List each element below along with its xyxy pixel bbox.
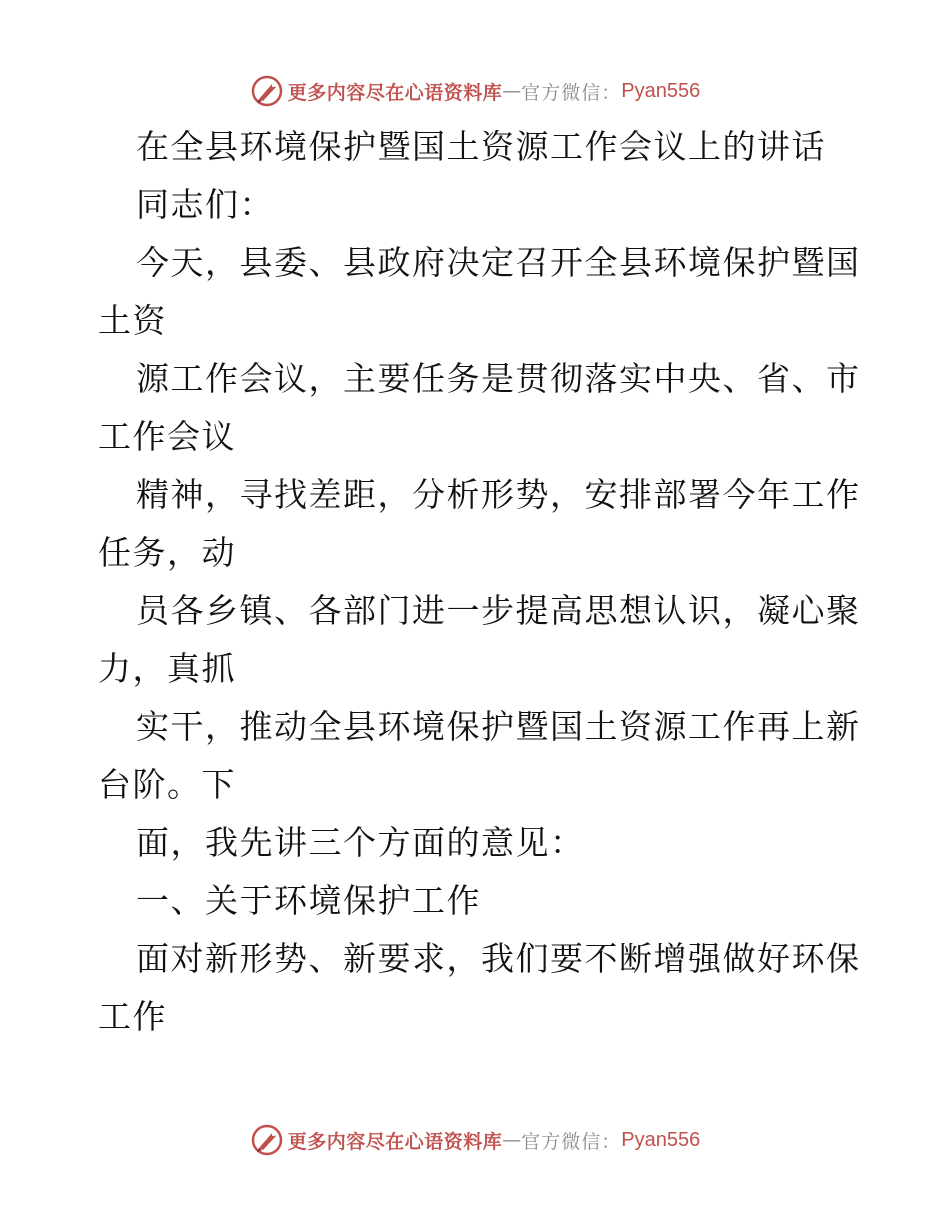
- paragraph-line: 面对新形势、新要求，我们要不断增强做好环保: [136, 939, 861, 978]
- salutation: 同志们：: [136, 185, 274, 224]
- header-brand-text: 更多内容尽在心语资料库: [287, 81, 503, 104]
- paragraph-line: 工作: [98, 997, 167, 1036]
- footer-separator: —: [502, 1129, 522, 1151]
- footer-banner: [0, 1120, 950, 1160]
- document-title: 在全县环境保护暨国土资源工作会议上的讲话: [136, 127, 826, 166]
- paragraph-line: 土资: [98, 301, 167, 340]
- paragraph-line: 源工作会议，主要任务是贯彻落实中央、省、市: [136, 359, 861, 398]
- paragraph-line: 面，我先讲三个方面的意见：: [136, 823, 585, 862]
- header-wechat-label: 官方微信：: [521, 81, 622, 104]
- paragraph-line: 台阶。下: [98, 765, 236, 804]
- paragraph-line: 今天，县委、县政府决定召开全县环境保护暨国: [136, 243, 861, 282]
- footer-brand-text: 更多内容尽在心语资料库: [287, 1130, 503, 1153]
- footer-wechat-label: 官方微信：: [521, 1130, 622, 1153]
- section-heading: 一、关于环境保护工作: [136, 881, 481, 920]
- paragraph-line: 精神，寻找差距，分析形势，安排部署今年工作: [136, 475, 861, 514]
- paragraph-line: 力，真抓: [98, 649, 236, 688]
- pen-logo-icon: [250, 1123, 284, 1157]
- paragraph-line: 工作会议: [98, 417, 236, 456]
- header-separator: —: [502, 80, 522, 102]
- header-banner: [0, 71, 950, 111]
- header-wechat-id: Pyan556: [621, 79, 701, 102]
- footer-wechat-id: Pyan556: [621, 1128, 701, 1151]
- pen-logo-icon: [250, 74, 284, 108]
- document-body: [98, 118, 861, 1046]
- paragraph-line: 员各乡镇、各部门进一步提高思想认识，凝心聚: [136, 591, 861, 630]
- paragraph-line: 任务，动: [98, 533, 236, 572]
- paragraph-line: 实干，推动全县环境保护暨国土资源工作再上新: [136, 707, 861, 746]
